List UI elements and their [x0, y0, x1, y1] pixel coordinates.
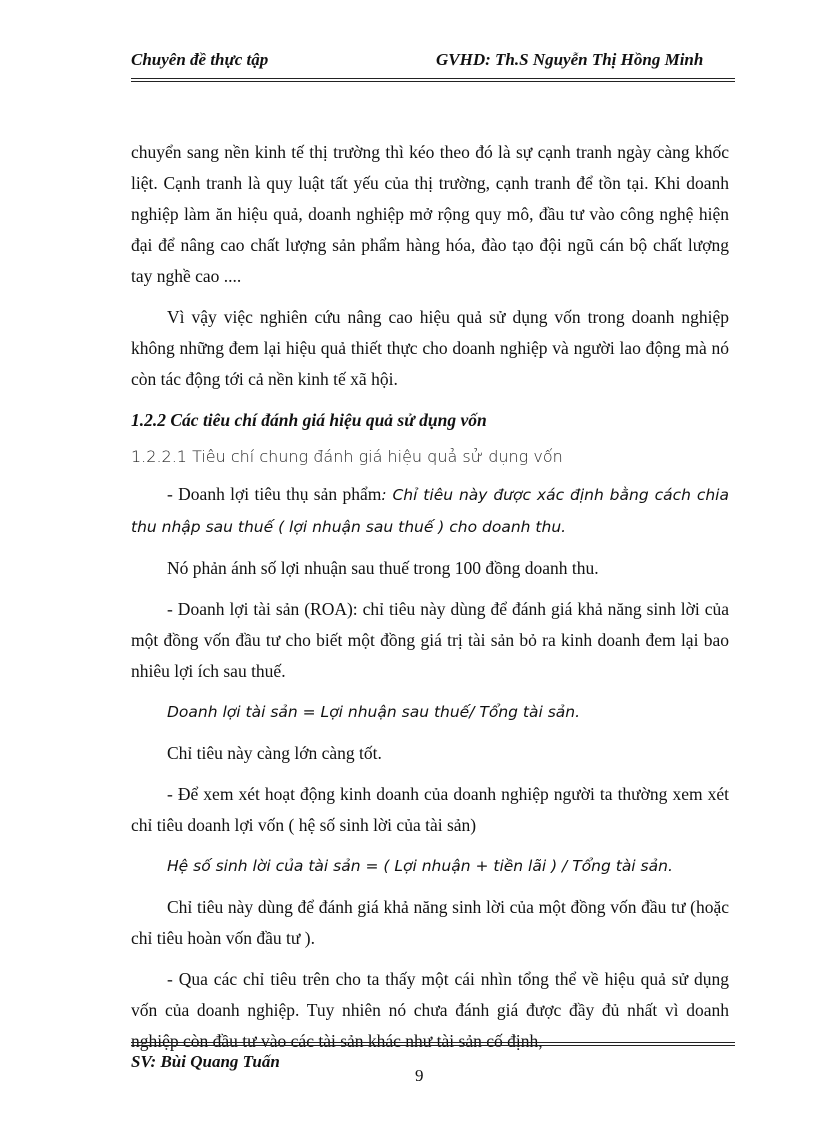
page-number: 9	[415, 1066, 424, 1085]
section-heading: 1.2.2 Các tiêu chí đánh giá hiệu quả sử dụng vốn	[131, 410, 487, 430]
document-body	[131, 137, 729, 1067]
paragraph: - Doanh lợi tài sản (ROA): chỉ tiêu này dùng để đánh giá khả năng sinh lời của một đồng vốn đầu tư cho biết một đồng giá trị tài sản bỏ ra kinh doanh đem lại bao nhiêu lợi ích sau thuế.	[131, 599, 729, 681]
paragraph: Chỉ tiêu này càng lớn càng tốt.	[167, 743, 382, 763]
paragraph: - Qua các chỉ tiêu trên cho ta thấy một cái nhìn tổng thể về hiệu quả sử dụng vốn của doanh nghiệp. Tuy nhiên nó chưa đánh giá được đầy đủ nhất vì doanh nghiệp còn đầu tư vào các tài sản khác như tài sản cố định,	[131, 969, 729, 1051]
paragraph: - Để xem xét hoạt động kinh doanh của doanh nghiệp người ta thường xem xét chỉ tiêu doanh lợi vốn ( hệ số sinh lời của tài sản)	[131, 784, 729, 835]
paragraph	[131, 479, 729, 543]
paragraph-lead: - Doanh lợi tiêu thụ sản phẩm	[167, 484, 382, 504]
header-advisor: GVHD: Th.S Nguyễn Thị Hồng Minh	[436, 50, 704, 69]
header-course-title: Chuyên đề thực tập	[131, 50, 269, 69]
formula: Doanh lợi tài sản = Lợi nhuận sau thuế/ Tổng tài sản.	[167, 703, 581, 721]
footer-student: SV: Bùi Quang Tuấn	[131, 1052, 280, 1071]
paragraph: Chỉ tiêu này dùng để đánh giá khả năng sinh lời của một đồng vốn đầu tư (hoặc chỉ tiêu hoàn vốn đầu tư ).	[131, 897, 729, 948]
subsection-heading: 1.2.2.1 Tiêu chí chung đánh giá hiệu quả sử dụng vốn	[131, 447, 563, 466]
paragraph: chuyển sang nền kinh tế thị trường thì kéo theo đó là sự cạnh tranh ngày càng khốc liệt. Cạnh tranh là quy luật tất yếu của thị trường, cạnh tranh để tồn tại. Khi doanh nghiệp làm ăn hiệu quả, doanh nghiệp mở rộng quy mô, đầu tư vào công nghệ hiện đại để nâng cao chất lượng sản phẩm hàng hóa, đào tạo đội ngũ cán bộ chất lượng tay nghề cao ....	[131, 142, 729, 286]
page-header	[131, 48, 735, 82]
paragraph: Nó phản ánh số lợi nhuận sau thuế trong 100 đồng doanh thu.	[167, 558, 599, 578]
paragraph: Vì vậy việc nghiên cứu nâng cao hiệu quả sử dụng vốn trong doanh nghiệp không những đem lại hiệu quả thiết thực cho doanh nghiệp và người lao động mà nó còn tác động tới cả nền kinh tế xã hội.	[131, 307, 729, 389]
paragraph-italic: : Chỉ tiêu này được xác định bằng cách chia thu nhập sau thuế ( lợi nhuận sau thuế ) cho doanh thu.	[131, 486, 729, 536]
formula: Hệ số sinh lời của tài sản = ( Lợi nhuận + tiền lãi ) / Tổng tài sản.	[167, 857, 673, 875]
footer-divider	[131, 1042, 735, 1046]
